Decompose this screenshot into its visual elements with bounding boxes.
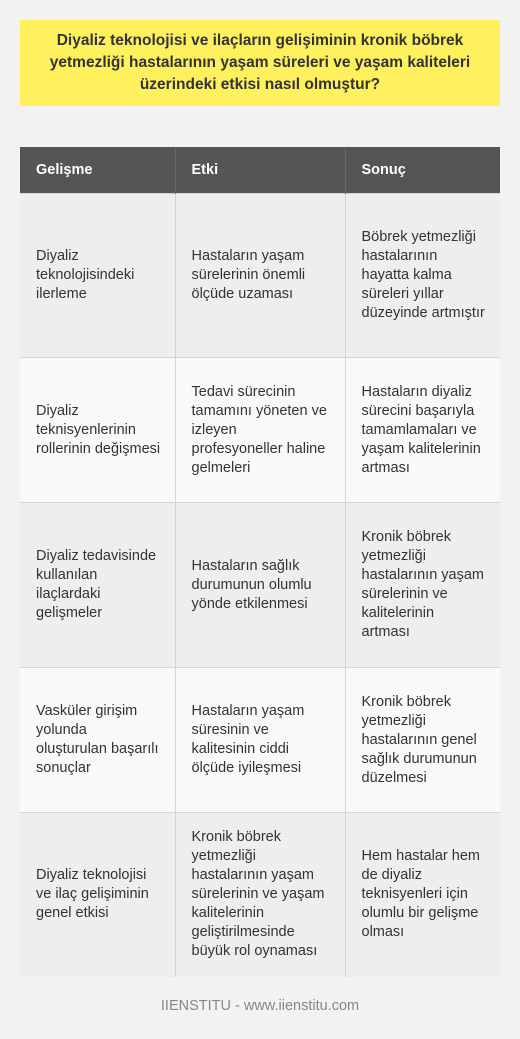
table-cell: Kronik böbrek yetmezliği hastalarının yaşam sürelerinin ve kalitelerinin artması [345,503,500,668]
footer-credit: IIENSTITU - www.iienstitu.com [160,998,360,1014]
table-cell: Hem hastalar hem de diyaliz teknisyenleri için olumlu bir gelişme olması [345,813,500,977]
table-row [20,503,500,668]
table-row [20,668,500,813]
table-row [20,194,500,358]
question-title: Diyaliz teknolojisi ve ilaçların gelişiminin kronik böbrek yetmezliği hastalarının yaşam süreleri ve yaşam kaliteleri üzerindeki etkisi nasıl olmuştur? [20,20,500,106]
table-cell: Hastaların diyaliz sürecini başarıyla tamamlamaları ve yaşam kalitelerinin artması [345,358,500,503]
comparison-table [20,147,500,977]
table-cell: Kronik böbrek yetmezliği hastalarının genel sağlık durumunun düzelmesi [345,668,500,813]
table-cell: Diyaliz teknolojisindeki ilerleme [20,194,175,358]
column-header-gelisme: Gelişme [20,147,175,194]
column-header-etki: Etki [175,147,345,194]
table-cell: Hastaların yaşam süresinin ve kalitesinin ciddi ölçüde iyileşmesi [175,668,345,813]
table-cell: Hastaların sağlık durumunun olumlu yönde etkilenmesi [175,503,345,668]
table-cell: Vasküler girişim yolunda oluşturulan başarılı sonuçlar [20,668,175,813]
column-header-sonuc: Sonuç [345,147,500,194]
table-header-row [20,147,500,194]
table-cell: Diyaliz tedavisinde kullanılan ilaçlardaki gelişmeler [20,503,175,668]
table-cell: Kronik böbrek yetmezliği hastalarının yaşam sürelerinin ve yaşam kalitelerinin geliştirilmesinde büyük rol oynaması [175,813,345,977]
table-cell: Diyaliz teknisyenlerinin rollerinin değişmesi [20,358,175,503]
table-row [20,358,500,503]
table-row [20,813,500,977]
table-cell: Hastaların yaşam sürelerinin önemli ölçüde uzaması [175,194,345,358]
table-cell: Böbrek yetmezliği hastalarının hayatta kalma süreleri yıllar düzeyinde artmıştır [345,194,500,358]
table-cell: Tedavi sürecinin tamamını yöneten ve izleyen profesyoneller haline gelmeleri [175,358,345,503]
table-cell: Diyaliz teknolojisi ve ilaç gelişiminin genel etkisi [20,813,175,977]
